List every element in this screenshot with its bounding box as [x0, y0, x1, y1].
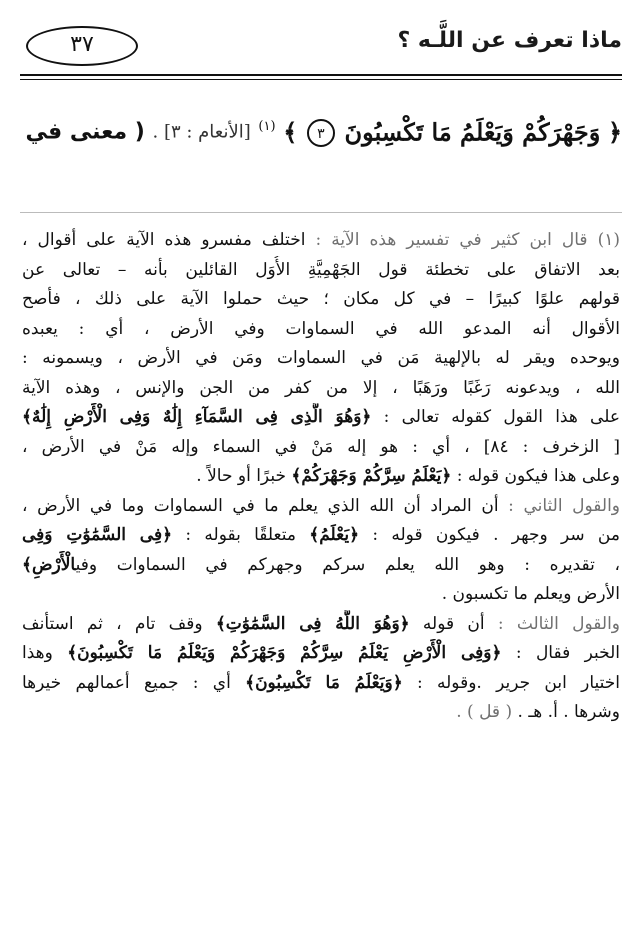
footnote-lead-phrase: والقول الثالث :	[497, 613, 620, 634]
quran-close-bracket: ﴾	[283, 117, 298, 147]
footnote-line	[22, 492, 620, 522]
footnote-lead-phrase: والقول الثاني :	[508, 495, 620, 516]
trailing-text: ( معنى في	[25, 119, 145, 145]
footnote-marker[interactable]: (١)	[258, 119, 276, 134]
surah-reference: [الأنعام : ٣] .	[152, 121, 251, 143]
footnote-text: أن قوله	[409, 613, 498, 634]
footnote-text: خبرًا أو حالاً .	[196, 466, 292, 486]
quran-quote: ﴿وَهُوَ الَّذِى فِى السَّمَآءِ إِلَٰهٌ وَفِى الْأَرْضِ إِلَٰهٌ﴾	[22, 407, 372, 427]
footnote-divider	[20, 212, 622, 213]
footnote-text: وقف تام ، ثم استأنف	[22, 613, 216, 634]
running-title: ماذا تعرف عن اللَّـه ؟	[397, 28, 622, 53]
footnote-text: أن المراد أن الله الذي يعلم ما في السماوات وما في الأرض ،	[22, 495, 509, 516]
quran-quote: ﴿يَعْلَمُ سِرَّكُمْ وَجَهْرَكُمْ﴾	[291, 466, 452, 486]
page-number-oval	[26, 26, 138, 66]
footnote-text: على هذا القول كقوله تعالى :	[371, 407, 620, 427]
footnote-line	[22, 698, 620, 728]
footnote-text: اختلف مفسرو هذه الآية على أقوال ،	[22, 230, 316, 250]
footnote-text: [ الزخرف : ٨٤] ، أي : هو إله مَنْ في السماء وإله مَنْ في الأرض ،	[22, 436, 620, 457]
quran-quote: ﴿وَيَعْلَمُ مَا تَكْسِبُونَ﴾	[245, 672, 403, 693]
footnote-body	[22, 226, 620, 728]
footnote-line	[22, 315, 620, 345]
footnote-line	[22, 610, 620, 640]
footnote-line	[22, 226, 620, 256]
header-rule	[20, 74, 622, 76]
footnote-text: قولهم علوًا كبيرًا – في كل مكان ؛ حيث حملوا الآية على ذلك ، فأصح	[22, 289, 620, 309]
footnote-line	[22, 344, 620, 374]
footnote-line	[22, 256, 620, 286]
quran-quote: الْأَرْضِ﴾	[22, 554, 76, 575]
footnote-text: الأرض ويعلم ما تكسبون .	[441, 584, 620, 604]
footnote-line	[22, 669, 620, 699]
quran-quote: ﴿وَهُوَ اللَّهُ فِى السَّمَٰوَٰتِ﴾	[215, 613, 410, 634]
header-rule-thin	[20, 79, 622, 80]
footnote-line	[22, 285, 620, 315]
footnote-line	[22, 374, 620, 404]
footnote-line	[22, 551, 620, 581]
footnote-text: ، تقديره : وهو الله يعلم سركم وجهركم في السماوات وفي	[75, 554, 620, 575]
footnote-lead-phrase: ( قل ) .	[456, 702, 513, 722]
footnote-text: وعلى هذا فيكون قوله :	[451, 466, 620, 486]
footnote-text: متعلقًا بقوله :	[172, 525, 310, 545]
footnote-text: أي : جميع أعمالهم خيرها	[22, 672, 246, 693]
footnote-line	[22, 462, 620, 492]
footnote-text: من سر وجهر . فيكون قوله :	[359, 525, 620, 545]
footnote-text: الله ، ويدعونه رَغَبًا ورَهَبًا ، إلا من كفر من الجن والإنس ، وهذه الآية	[22, 377, 620, 398]
footnote-lead-phrase: (١) قال ابن كثير في تفسير هذه الآية :	[315, 230, 620, 250]
quran-open-bracket: ﴿	[607, 117, 622, 147]
footnote-line	[22, 403, 620, 433]
footnote-text: وهذا	[22, 643, 68, 663]
verse-text: وَجَهْرَكُمْ وَيَعْلَمُ مَا تَكْسِبُونَ	[344, 117, 601, 147]
quran-quote: ﴿فِى السَّمَٰوَٰتِ وَفِى	[22, 525, 173, 545]
footnote-line	[22, 580, 620, 610]
ayah-number-medallion: ٣	[307, 119, 335, 147]
footnote-text: وشرها . أ. هـ .	[512, 702, 620, 722]
quran-quote: ﴿وَفِى الْأَرْضِ يَعْلَمُ سِرَّكُمْ وَجَهْرَكُمْ وَيَعْلَمُ مَا تَكْسِبُونَ﴾	[67, 643, 502, 663]
footnote-line	[22, 433, 620, 463]
footnote-text: بعد الاتفاق على تخطئة قول الجَهْمِيَّةِ الأُوَل القائلين بأنه – تعالى عن	[22, 259, 620, 280]
quran-quote: ﴿يَعْلَمُ﴾	[309, 525, 360, 545]
footnote-line	[22, 521, 620, 551]
verse-line	[20, 104, 622, 150]
footnote-text: الخبر فقال :	[501, 643, 620, 663]
footnote-text: ويوحده ويقر له بالإلهية مَن في السماوات ومَن في الأرض ، ويسمونه :	[22, 348, 620, 368]
footnote-line	[22, 639, 620, 669]
footnote-text: الأقوال أنه المدعو الله في السماوات وفي الأرض ، أي : يعبده	[22, 318, 620, 339]
page-header	[20, 24, 622, 76]
footnote-text: اختيار ابن جرير .وقوله :	[402, 672, 620, 693]
page-number: ٣٧	[70, 32, 94, 57]
